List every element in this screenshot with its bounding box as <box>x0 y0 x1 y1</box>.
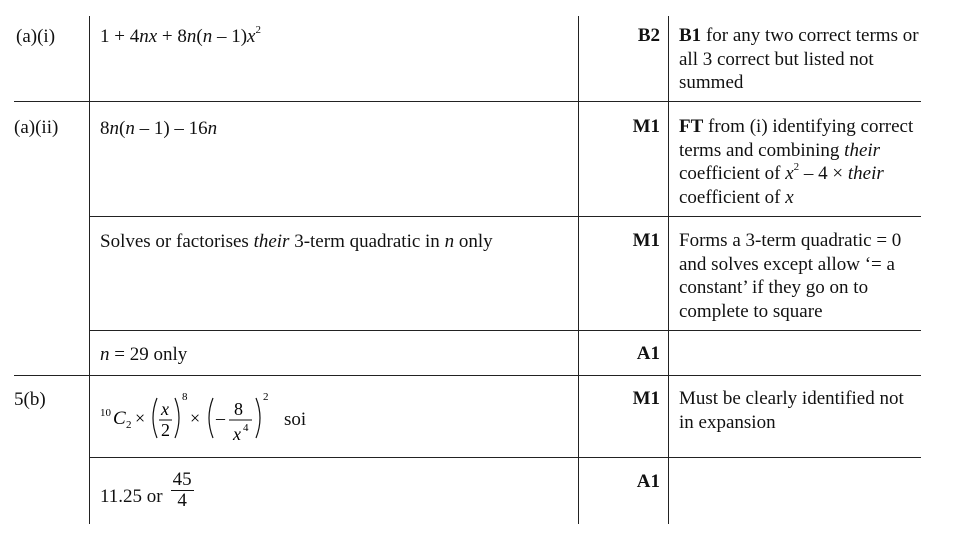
row-divider <box>89 457 921 458</box>
fraction: $\frac{45}{4}$ <box>172 469 192 511</box>
svg-text:10: 10 <box>100 407 111 419</box>
guidance-cell: FT from (i) identifying correct terms and combining their coefficient of $x^2 - 4$ × their coefficient of x <box>679 116 914 208</box>
answer-cell: 11.25 or $\frac{45}{4}$ <box>100 469 192 511</box>
mark-cell: A1 <box>636 343 660 364</box>
answer-cell: 8n(n – 1) – 16n <box>100 118 218 139</box>
answer-cell-formula <box>100 388 320 450</box>
svg-text:×: × <box>190 408 201 428</box>
mark-cell: M1 <box>632 116 660 137</box>
row-divider <box>14 375 921 376</box>
mark-cell: B2 <box>637 25 660 46</box>
guidance-cell: B1 for any two correct terms or all 3 correct but listed not summed <box>679 25 919 93</box>
question-label: (a)(i) <box>16 26 56 47</box>
question-label: (a)(ii) <box>14 117 59 138</box>
guidance-cell: Forms a 3-term quadratic = 0 and solves except allow ‘= a constant’ if they go on to complete to square <box>679 230 902 322</box>
mark-cell: M1 <box>632 230 660 251</box>
svg-text:x: x <box>161 399 169 419</box>
row-divider <box>89 216 921 217</box>
svg-text:8: 8 <box>234 399 243 419</box>
svg-text:C: C <box>113 408 126 429</box>
column-divider-marks <box>668 16 669 524</box>
answer-cell: $1 + 4nx + 8n(n - 1)x^2$ <box>100 24 261 47</box>
mark-cell: M1 <box>632 388 660 409</box>
row-divider <box>89 330 921 331</box>
answer-suffix: soi <box>284 409 307 430</box>
svg-text:–: – <box>216 408 225 428</box>
svg-text:×: × <box>135 408 146 428</box>
row-divider <box>14 101 921 102</box>
question-label: 5(b) <box>14 389 46 410</box>
svg-text:2: 2 <box>126 419 132 431</box>
column-divider-answer <box>578 16 579 524</box>
svg-text:8: 8 <box>182 391 188 403</box>
answer-cell: n = 29 only <box>100 344 188 365</box>
column-divider-question <box>89 16 90 524</box>
answer-cell: Solves or factorises their 3-term quadratic in n only <box>100 231 493 252</box>
svg-text:4: 4 <box>243 422 249 434</box>
svg-text:2: 2 <box>263 391 269 403</box>
guidance-cell: Must be clearly identified not in expansion <box>679 388 904 433</box>
svg-text:x: x <box>233 424 241 444</box>
mark-cell: A1 <box>636 471 660 492</box>
svg-text:2: 2 <box>161 420 170 440</box>
